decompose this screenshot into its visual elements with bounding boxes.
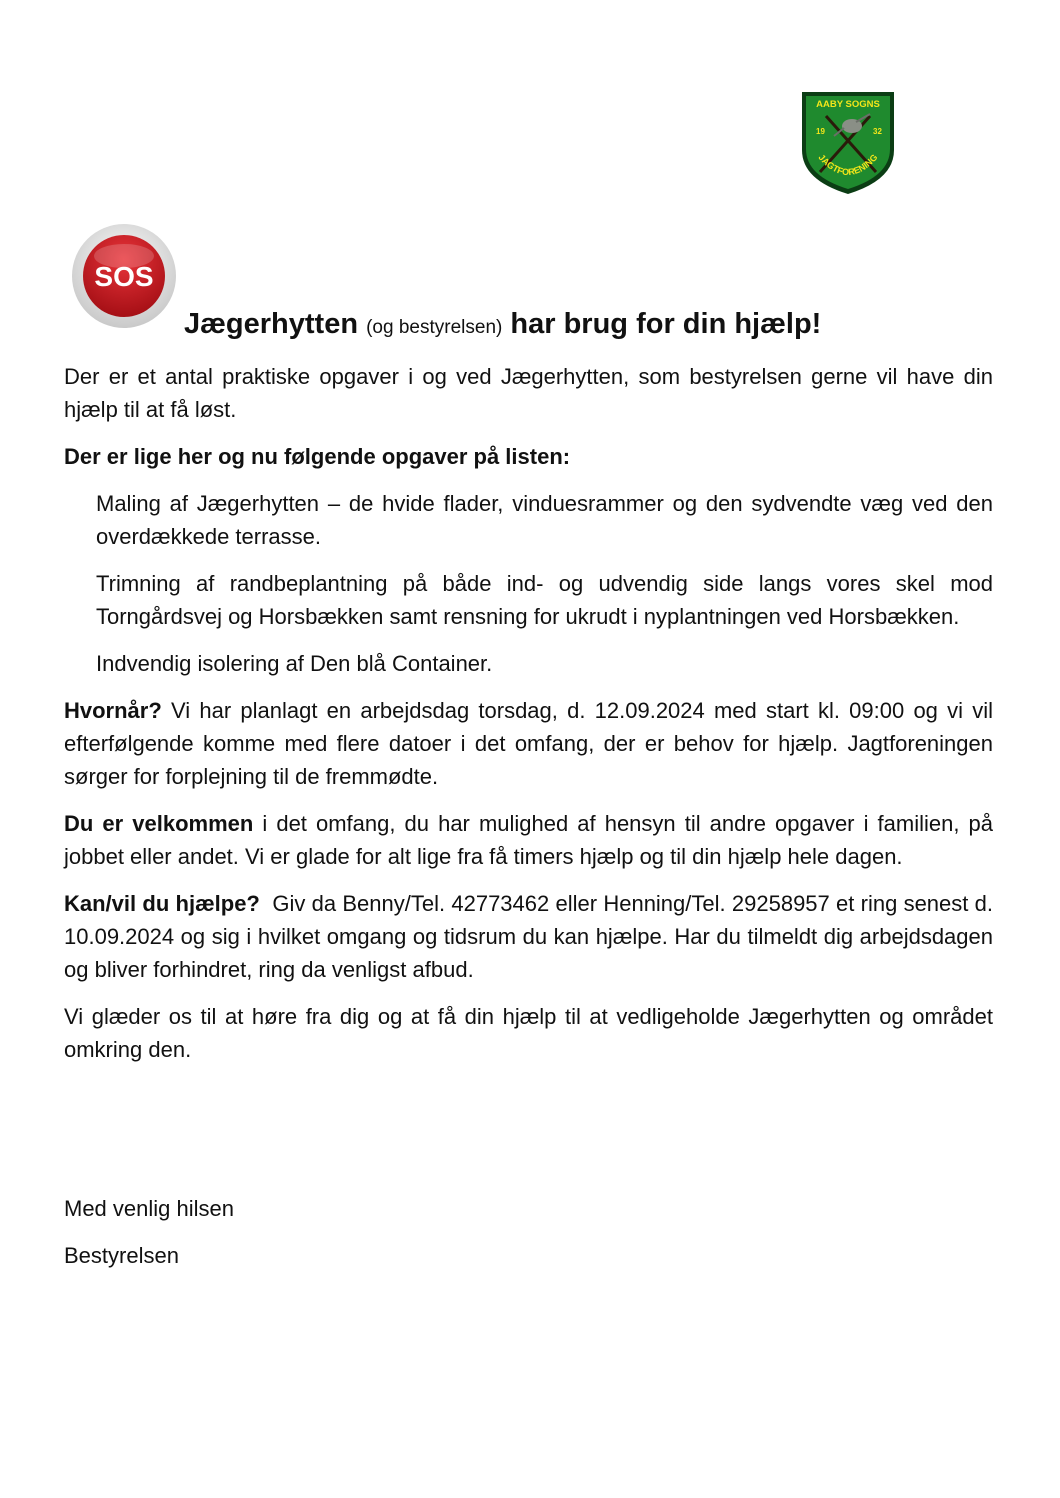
tasks-heading: Der er lige her og nu følgende opgaver på listen: xyxy=(64,444,571,469)
help-paragraph xyxy=(64,887,1000,986)
outro-paragraph: Vi glæder os til at høre fra dig og at få din hjælp til at vedligeholde Jægerhytten og området omkring den. xyxy=(64,1004,993,1062)
title-main: Jægerhytten xyxy=(184,308,359,340)
sos-label: SOS xyxy=(94,261,154,292)
when-paragraph xyxy=(64,694,993,793)
logo-top-text: AABY SOGNS xyxy=(816,99,880,110)
intro-paragraph: Der er et antal praktiske opgaver i og ved Jægerhytten, som bestyrelsen gerne vil have din hjælp til at få løst. xyxy=(64,364,993,422)
greeting: Med venlig hilsen xyxy=(64,1196,234,1221)
page-title xyxy=(184,304,821,348)
title-rest: har brug for din hjælp! xyxy=(510,308,822,340)
club-logo xyxy=(798,88,898,196)
task-item: Indvendig isolering af Den blå Container. xyxy=(96,651,493,676)
logo-year-right: 32 xyxy=(873,127,882,136)
welcome-label: Du er velkommen xyxy=(64,811,254,836)
sos-badge xyxy=(70,222,178,330)
welcome-text: i det omfang, du har mulighed af hensyn til andre opgaver i familien, på jobbet eller andet. Vi er glade for alt lige fra få timers hjælp og til din hjælp hele dagen. xyxy=(64,811,993,869)
letter-body xyxy=(64,360,1000,1080)
help-label: Kan/vil du hjælpe? xyxy=(64,891,260,916)
welcome-paragraph xyxy=(64,807,993,873)
task-item: Maling af Jægerhytten – de hvide flader, vinduesrammer og den sydvendte væg ved den overdækkede terrasse. xyxy=(96,491,993,549)
logo-bottom-text: JAGTFORENING xyxy=(816,152,880,178)
when-label: Hvornår? xyxy=(64,698,162,723)
title-small: (og bestyrelsen) xyxy=(366,317,503,338)
sos-icon xyxy=(70,222,178,330)
task-item: Trimning af randbeplantning på både ind- og udvendig side langs vores skel mod Torngårdsvej og Horsbækken samt rensning for ukrudt i nyplantningen ved Horsbækken. xyxy=(96,571,993,629)
help-text: Giv da Benny/Tel. 42773462 eller Henning/Tel. 29258957 et ring senest d. 10.09.2024 og sig i hvilket omgang og tidsrum du kan hjælpe. Har du tilmeldt dig arbejdsdagen og bliver forhindret, ring da venligst afbud. xyxy=(64,891,1000,982)
closing xyxy=(64,1192,234,1286)
shield-icon xyxy=(798,88,898,196)
signature: Bestyrelsen xyxy=(64,1243,179,1268)
logo-year-left: 19 xyxy=(816,127,825,136)
when-text: Vi har planlagt en arbejdsdag torsdag, d. 12.09.2024 med start kl. 09:00 og vi vil efterfølgende komme med flere datoer i det omfang, der er behov for hjælp. Jagtforeningen sørger for forplejning til de fremmødte. xyxy=(64,698,993,789)
